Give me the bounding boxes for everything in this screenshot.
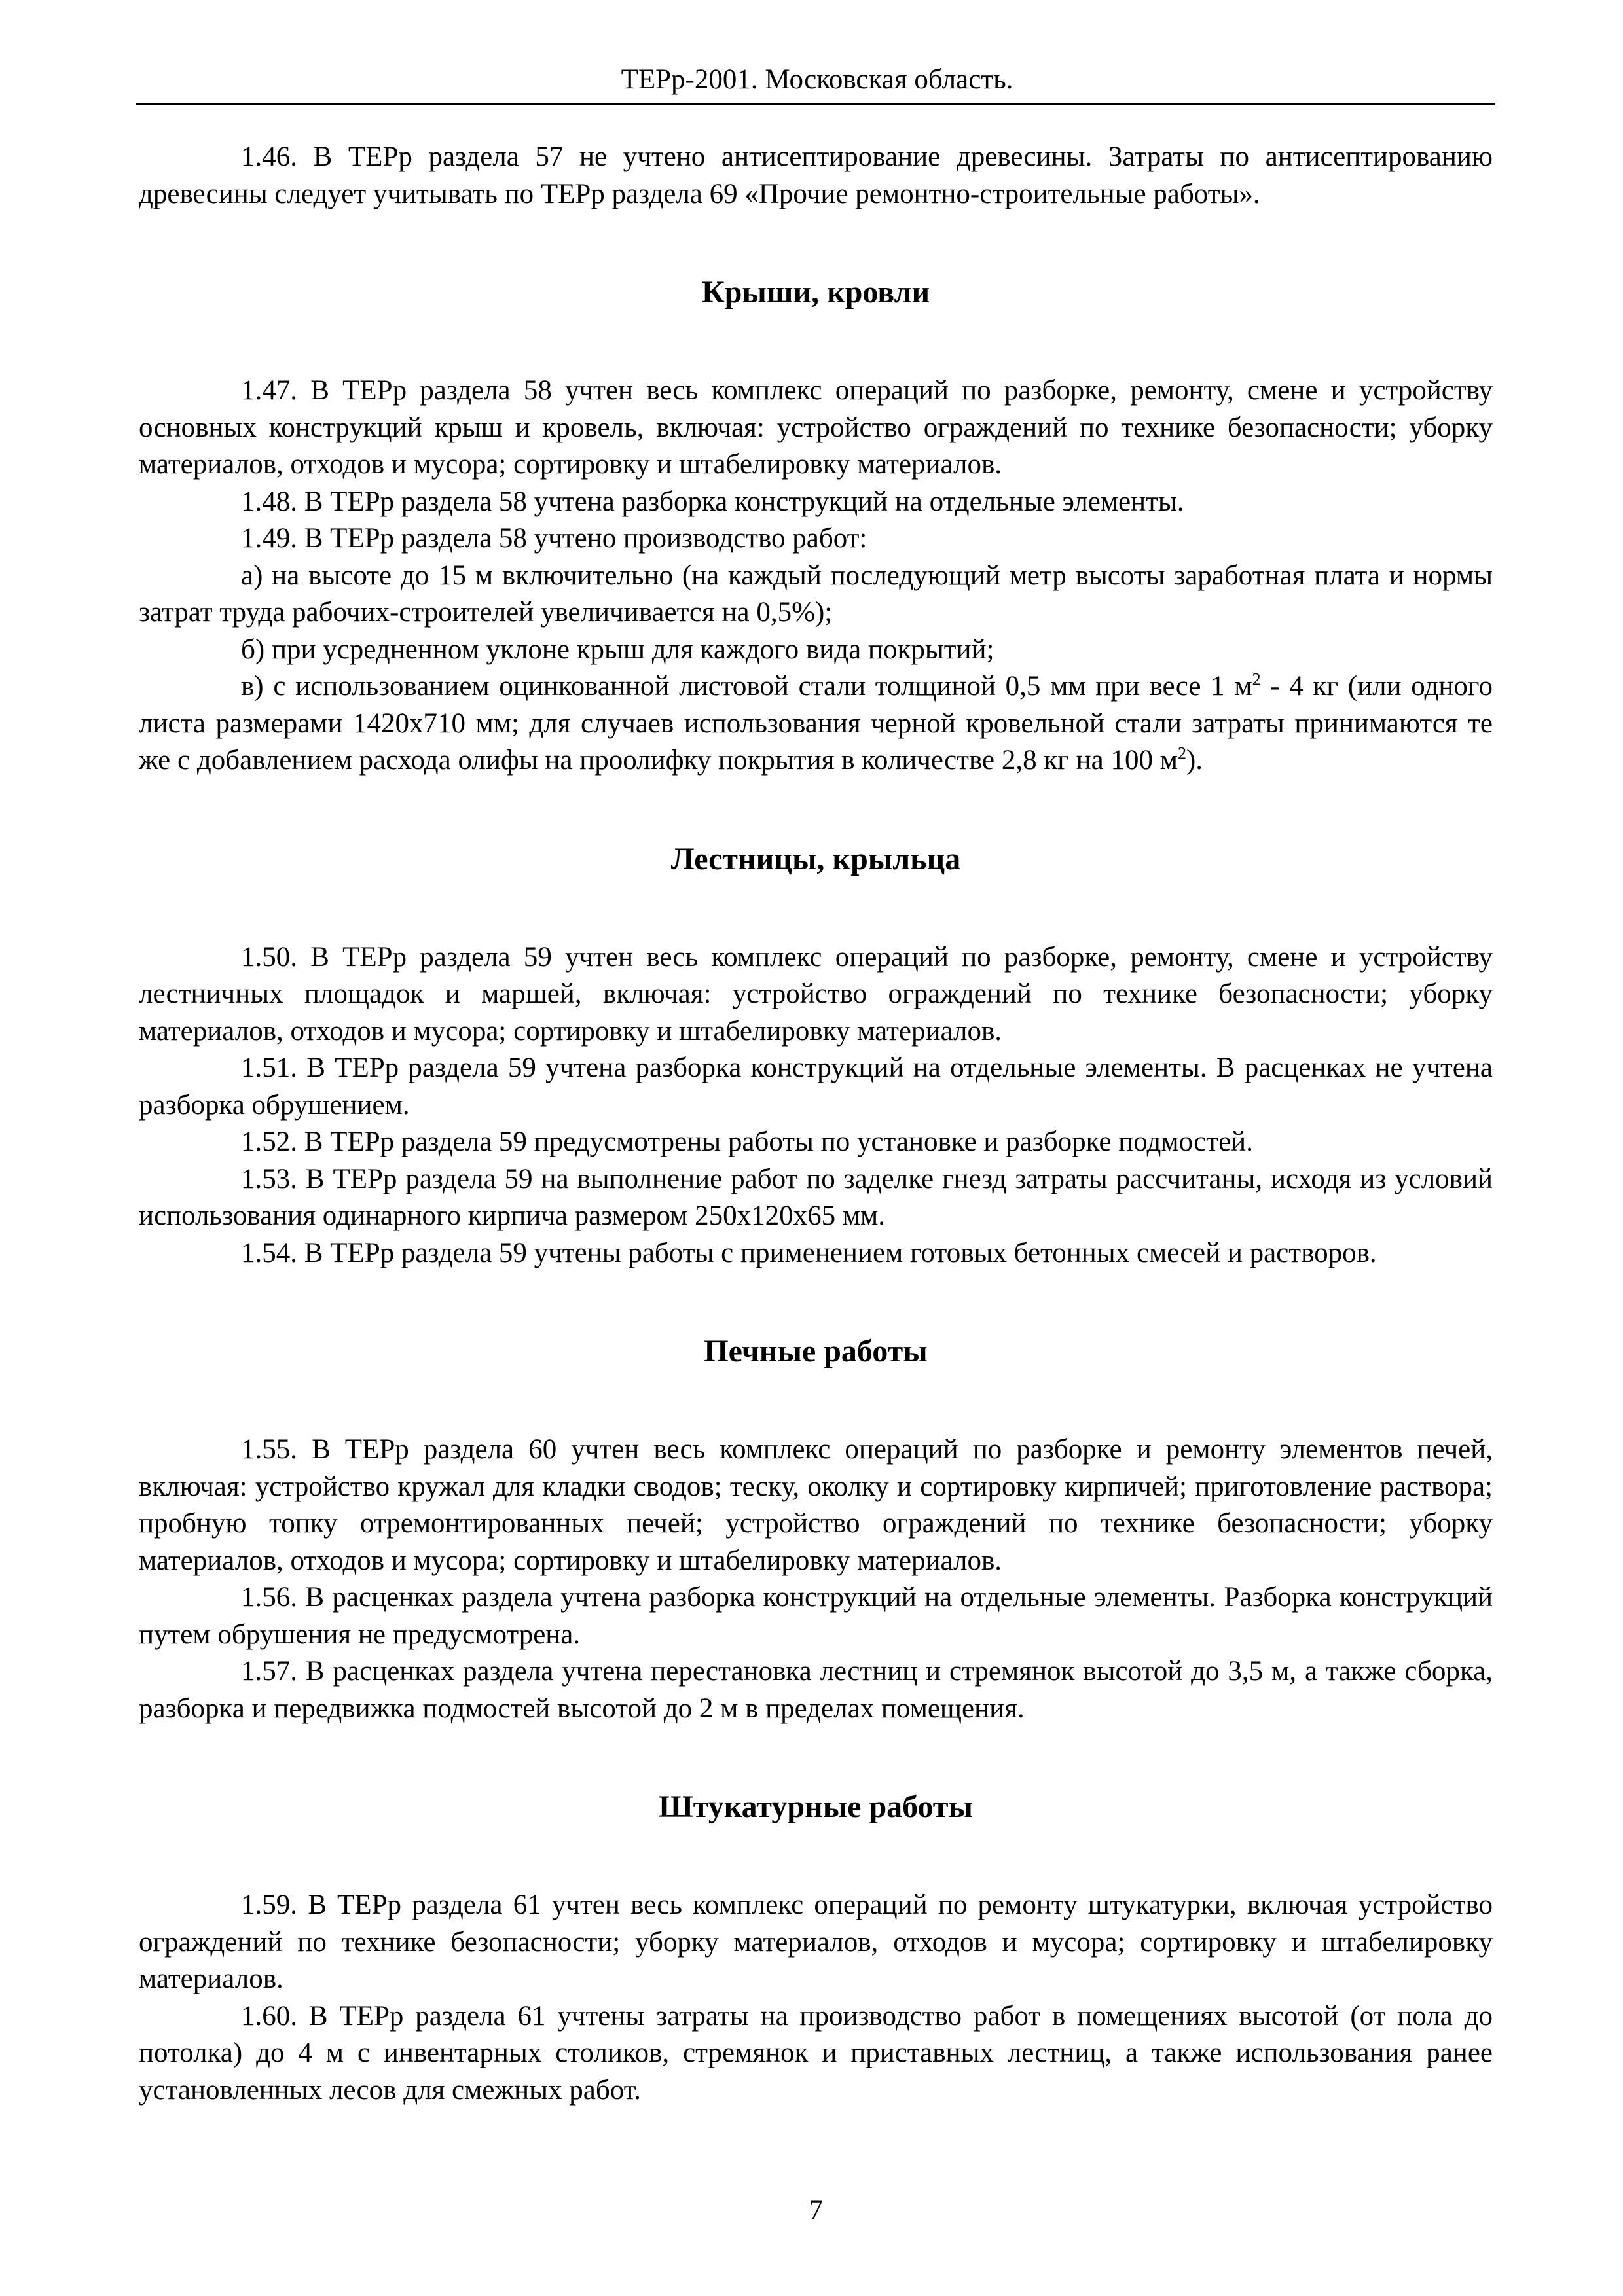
paragraph: 1.49. В ТЕРр раздела 58 учтено производство работ: bbox=[241, 523, 867, 554]
section-heading: Лестницы, крыльца bbox=[670, 841, 961, 876]
header-rule bbox=[136, 103, 1495, 105]
superscript: 2 bbox=[1252, 670, 1261, 689]
paragraph: 1.46. В ТЕРр раздела 57 не учтено антисептирование древесины. Затраты по антисептированию древесины следует учитывать по ТЕРр раздела 69 «Прочие ремонтно-строительные работы». bbox=[139, 141, 1493, 209]
paragraph: 1.57. В расценках раздела учтена перестановка лестниц и стремянок высотой до 3,5 м, а также сборка, разборка и передвижка подмостей высотой до 2 м в пределах помещения. bbox=[139, 1656, 1493, 1724]
section-heading: Крыши, кровли bbox=[701, 275, 930, 310]
paragraph: 1.51. В ТЕРр раздела 59 учтена разборка конструкций на отдельные элементы. В расценках не учтена разборка обрушением. bbox=[139, 1052, 1493, 1121]
page-number: 7 bbox=[809, 2195, 823, 2226]
running-header: ТЕРр-2001. Московская область. bbox=[621, 64, 1013, 95]
paragraph: 1.55. В ТЕРр раздела 60 учтен весь комплекс операций по разборке и ремонту элементов печей, включая: устройство кружал для кладки сводов; теску, околку и сортировку кирпичей; приготовление раствора; пробную топку отремонтированных печей; устройство ограждений по технике безопасности; уборку материалов, отходов и мусора; сортировку и штабелировку материалов. bbox=[139, 1434, 1493, 1576]
document-body bbox=[139, 139, 1493, 2109]
superscript: 2 bbox=[1177, 744, 1186, 763]
paragraph: в) с использованием оцинкованной листовой стали толщиной 0,5 мм при весе 1 $м^2 - 4$ кг (или одного листа размерами 1420х710 мм; для случаев использования черной кровельной стали затраты принимаются те же с добавлением расхода олифы на проолифку покрытия в количестве 2,8 кг на 100 $м^2$). bbox=[139, 670, 1493, 776]
paragraph: 1.50. В ТЕРр раздела 59 учтен весь комплекс операций по разборке, ремонту, смене и устройству лестничных площадок и маршей, включая: устройство ограждений по технике безопасности; уборку материалов, отходов и мусора; сортировку и штабелировку материалов. bbox=[139, 941, 1493, 1047]
paragraph: б) при усредненном уклоне крыш для каждого вида покрытий; bbox=[241, 634, 994, 665]
paragraph: 1.60. В ТЕРр раздела 61 учтены затраты на производство работ в помещениях высотой (от пола до потолка) до 4 м с инвентарных столиков, стремянок и приставных лестниц, а также использования ранее установленных лесов для смежных работ. bbox=[139, 2000, 1493, 2106]
paragraph: 1.54. В ТЕРр раздела 59 учтены работы с применением готовых бетонных смесей и растворов. bbox=[241, 1237, 1377, 1268]
paragraph: 1.59. В ТЕРр раздела 61 учтен весь комплекс операций по ремонту штукатурки, включая устройство ограждений по технике безопасности; уборку материалов, отходов и мусора; сортировку и штабелировку материалов. bbox=[139, 1890, 1493, 1994]
paragraph: 1.53. В ТЕРр раздела 59 на выполнение работ по заделке гнезд затраты рассчитаны, исходя из условий использования одинарного кирпича размером 250х120х65 мм. bbox=[139, 1163, 1493, 1231]
paragraph: 1.48. В ТЕРр раздела 58 учтена разборка конструкций на отдельные элементы. bbox=[241, 486, 1184, 517]
paragraph: 1.52. В ТЕРр раздела 59 предусмотрены работы по установке и разборке подмостей. bbox=[241, 1126, 1253, 1157]
section-heading: Печные работы bbox=[704, 1334, 928, 1369]
paragraph: а) на высоте до 15 м включительно (на каждый последующий метр высоты заработная плата и нормы затрат труда рабочих-строителей увеличивается на 0,5%); bbox=[139, 560, 1493, 628]
paragraph: 1.56. В расценках раздела учтена разборка конструкций на отдельные элементы. Разборка конструкций путем обрушения не предусмотрена. bbox=[139, 1582, 1493, 1650]
section-heading: Штукатурные работы bbox=[659, 1789, 973, 1824]
paragraph: 1.47. В ТЕРр раздела 58 учтен весь комплекс операций по разборке, ремонту, смене и устройству основных конструкций крыш и кровель, включая: устройство ограждений по технике безопасности; уборку материалов, отходов и мусора; сортировку и штабелировку материалов. bbox=[139, 375, 1493, 480]
